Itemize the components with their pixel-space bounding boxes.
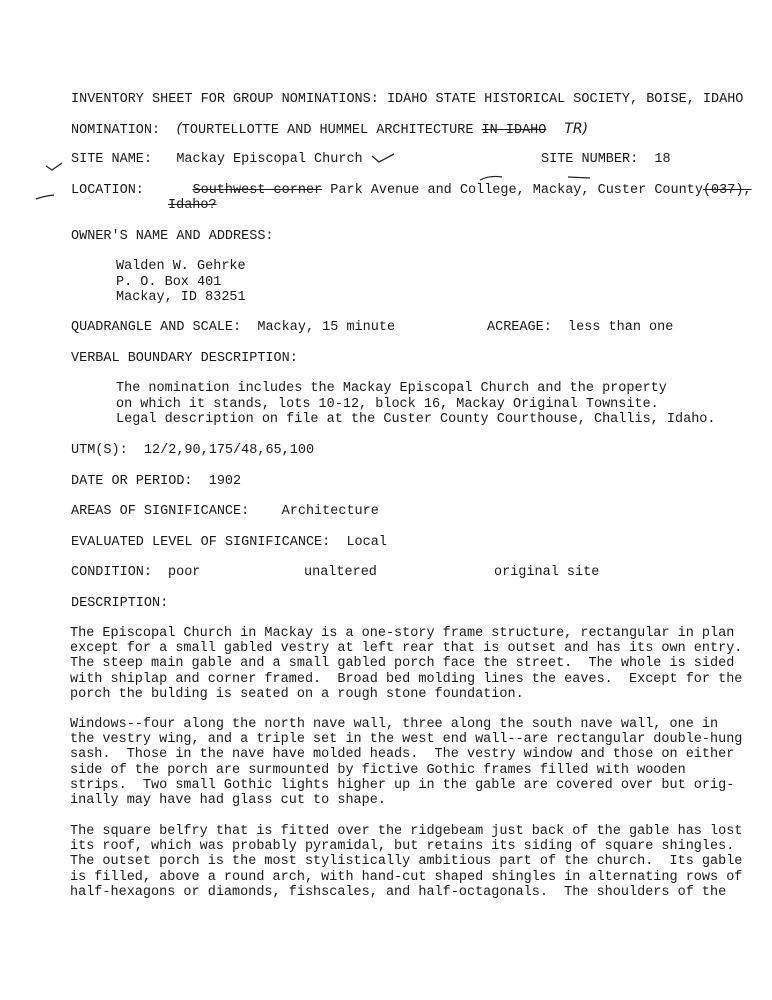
owner-label: OWNER'S NAME AND ADDRESS:: [71, 229, 274, 244]
check-mark-icon: [478, 174, 504, 182]
boundary-label: VERBAL BOUNDARY DESCRIPTION:: [71, 351, 298, 366]
paragraph-line: inally may have had glass cut to shape.: [70, 793, 386, 809]
site-number-label: SITE NUMBER:: [541, 152, 639, 167]
nomination-row: [71, 122, 588, 138]
paragraph-line: side of the porch are surmounted by fictive Gothic frames filled with wooden: [70, 762, 686, 778]
level-label: EVALUATED LEVEL OF SIGNIFICANCE:: [71, 535, 331, 550]
paragraph-line: The Episcopal Church in Mackay is a one-story frame structure, rectangular in plan: [70, 626, 735, 641]
paragraph-line: with shiplap and corner framed. Broad bed molding lines the eaves. Except for the: [70, 671, 743, 687]
location-row: [71, 183, 752, 198]
handwritten-paren: (: [176, 121, 182, 137]
site-number-row: [541, 152, 671, 167]
paragraph-line: is filled, above a round arch, with hand-cut shaped shingles in alternating rows of: [70, 869, 743, 885]
quadrangle-row: [71, 320, 395, 335]
owner-address-line: P. O. Box 401: [116, 275, 222, 290]
condition-label: CONDITION:: [71, 565, 153, 580]
quadrangle-label: QUADRANGLE AND SCALE:: [71, 320, 242, 335]
site-name-label: SITE NAME:: [71, 152, 153, 167]
check-mark-icon: [370, 150, 396, 166]
quadrangle-value: Mackay, 15 minute: [257, 320, 396, 335]
description-label: DESCRIPTION:: [71, 596, 169, 611]
paragraph-line: except for a small gabled vestry at left rear that is outset and has its own entry.: [70, 641, 743, 657]
condition-value: unaltered: [304, 565, 377, 580]
boundary-line: on which it stands, lots 10-12, block 16, Mackay Original Townsite.: [116, 397, 659, 412]
paragraph-line: the vestry wing, and a triple set in the west end wall--are rectangular double-hung: [70, 732, 743, 748]
location-struck-prefix: Southwest corner: [192, 183, 323, 198]
paragraph-line: half-hexagons or diamonds, fishscales, and half-octagonals. The shoulders of the: [70, 884, 727, 900]
check-mark-icon: [34, 192, 56, 202]
inventory-sheet-header: INVENTORY SHEET FOR GROUP NOMINATIONS: IDAHO STATE HISTORICAL SOCIETY, BOISE, IDAHO: [71, 92, 744, 107]
owner-name: Walden W. Gehrke: [116, 259, 246, 274]
acreage-row: [487, 320, 673, 335]
boundary-line: The nomination includes the Mackay Episcopal Church and the property: [116, 381, 667, 396]
site-name-value: Mackay Episcopal Church: [176, 152, 363, 167]
description-paragraph: [70, 717, 743, 809]
check-mark-icon: [566, 174, 592, 182]
location-value: Park Avenue and College, Mackay, Custer County: [330, 183, 703, 198]
areas-row: [71, 504, 379, 519]
date-label: DATE OR PERIOD:: [71, 474, 193, 489]
location-struck-line2: Idaho?: [168, 198, 217, 213]
acreage-value: less than one: [568, 320, 674, 335]
utm-label: UTM(S):: [71, 443, 128, 458]
paragraph-line: porch the bulding is seated on a rough stone foundation.: [70, 686, 524, 702]
location-struck-suffix: (037),: [702, 183, 752, 198]
owner-address-line: Mackay, ID 83251: [116, 290, 246, 305]
date-row: [71, 474, 241, 489]
description-paragraph: [70, 626, 743, 702]
paragraph-line: The outset porch is the most stylistically ambitious part of the church. Its gable: [70, 854, 743, 870]
site-number-value: 18: [654, 152, 671, 167]
level-row: [71, 535, 387, 550]
date-value: 1902: [208, 474, 242, 489]
paragraph-line: Windows--four along the north nave wall, three along the south nave wall, one in: [70, 717, 719, 732]
handwritten-annotation: TR): [564, 121, 589, 137]
areas-label: AREAS OF SIGNIFICANCE:: [71, 504, 250, 519]
paragraph-line: The steep main gable and a small gabled porch face the street. The whole is sided: [70, 656, 735, 672]
condition-value: original site: [494, 565, 600, 580]
paragraph-line: The square belfry that is fitted over the ridgebeam just back of the gable has lost: [70, 824, 743, 839]
acreage-label: ACREAGE:: [487, 320, 552, 335]
description-paragraph: [70, 824, 743, 900]
struck-text: IN IDAHO: [481, 123, 547, 138]
level-value: Local: [346, 535, 387, 550]
paragraph-line: sash. Those in the nave have molded heads. The vestry window and those on either: [70, 747, 735, 763]
site-name-row: [71, 152, 363, 167]
check-mark-icon: [44, 160, 64, 172]
nomination-value: TOURTELLOTTE AND HUMMEL ARCHITECTURE: [181, 123, 474, 138]
areas-value: Architecture: [281, 504, 379, 519]
paragraph-line: strips. Two small Gothic lights higher up in the gable are covered over but orig-: [70, 777, 735, 793]
location-label: LOCATION:: [71, 183, 144, 198]
boundary-line: Legal description on file at the Custer County Courthouse, Challis, Idaho.: [116, 412, 716, 427]
utm-value: 12/2,90,175/48,65,100: [143, 443, 315, 458]
condition-value: poor: [168, 565, 201, 580]
paragraph-line: its roof, which was probably pyramidal, but retains its siding of square shingles.: [70, 839, 735, 855]
utm-row: [71, 443, 314, 458]
nomination-label: NOMINATION:: [71, 123, 161, 138]
